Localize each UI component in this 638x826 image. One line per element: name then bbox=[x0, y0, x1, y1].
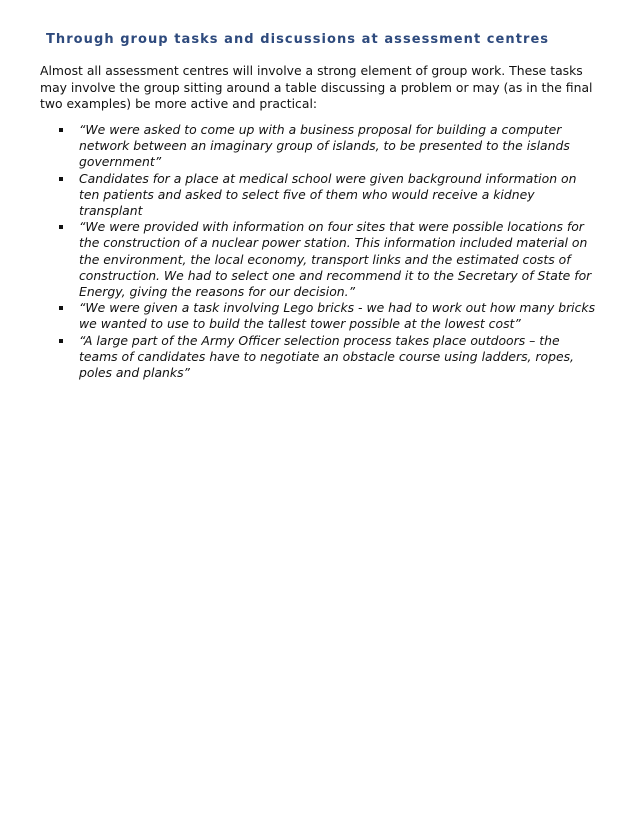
bullet-text: Candidates for a place at medical school were given background information on ten patients and asked to select five of them who would receive a kidney transplant bbox=[79, 170, 577, 219]
square-bullet-icon bbox=[59, 339, 63, 343]
list-item bbox=[40, 219, 596, 300]
list-item bbox=[40, 171, 596, 220]
square-bullet-icon bbox=[59, 306, 63, 310]
list-item bbox=[40, 300, 596, 332]
list-item bbox=[40, 122, 596, 171]
square-bullet-icon bbox=[59, 128, 63, 132]
bullet-text: “We were provided with information on four sites that were possible locations for the construction of a nuclear power station. This information included material on the environment, the local economy, transport links and the estimated costs of construction. We had to select one and recommend it to the Secretary of State for Energy, giving the reasons for our decision.” bbox=[79, 219, 592, 300]
intro-paragraph: Almost all assessment centres will involve a strong element of group work. These tasks may involve the group sitting around a table discussing a problem or may (as in the final two examples) be more active and practical: bbox=[40, 63, 593, 111]
section-heading: Through group tasks and discussions at assessment centres bbox=[46, 32, 550, 47]
square-bullet-icon bbox=[59, 225, 63, 229]
list-item bbox=[40, 333, 596, 382]
examples-bullet-list bbox=[40, 122, 596, 381]
bullet-text: “We were asked to come up with a business proposal for building a computer network between an imaginary group of islands, to be presented to the islands government” bbox=[79, 122, 570, 170]
bullet-text: “A large part of the Army Officer selection process takes place outdoors – the teams of candidates have to negotiate an obstacle course using ladders, ropes, poles and planks” bbox=[79, 332, 574, 381]
bullet-text: “We were given a task involving Lego bricks - we had to work out how many bricks we wanted to use to build the tallest tower possible at the lowest cost” bbox=[79, 300, 596, 332]
square-bullet-icon bbox=[59, 177, 63, 181]
